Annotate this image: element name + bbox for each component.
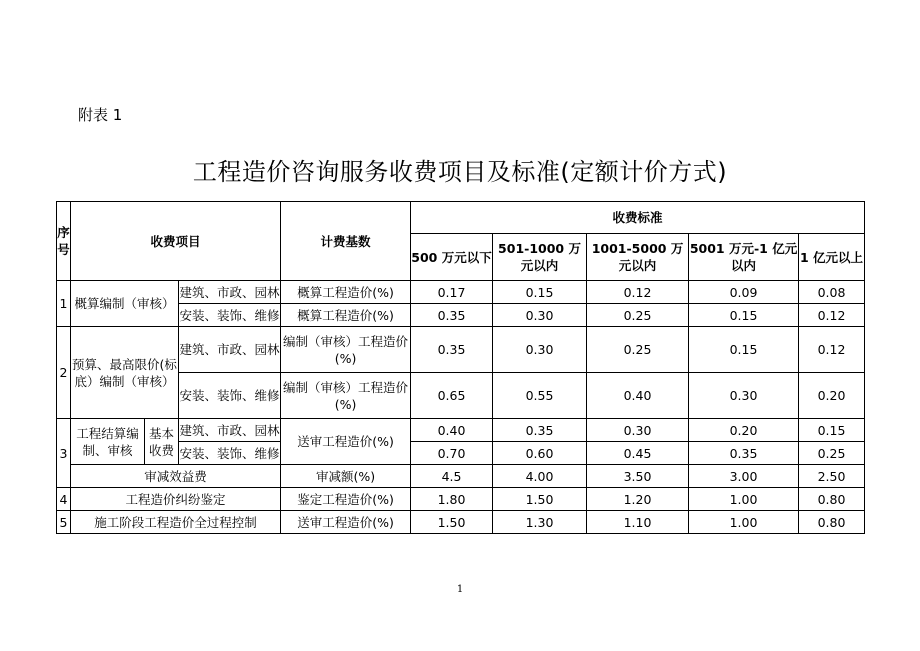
- rate-cell: 0.40: [587, 373, 689, 419]
- rate-cell: 0.25: [587, 327, 689, 373]
- rate-cell: 0.12: [799, 304, 865, 327]
- row-basis: 编制（审核）工程造价(%): [281, 327, 411, 373]
- rate-cell: 0.30: [493, 304, 587, 327]
- header-standard: 收费标准: [411, 202, 865, 234]
- rate-cell: 3.50: [587, 465, 689, 488]
- rate-cell: 1.00: [689, 511, 799, 534]
- row-no: 1: [57, 281, 71, 327]
- row-item: 概算编制（审核）: [71, 281, 179, 327]
- table-row: [57, 488, 865, 511]
- header-tier: 1 亿元以上: [799, 234, 865, 281]
- header-tier: 500 万元以下: [411, 234, 493, 281]
- rate-cell: 0.17: [411, 281, 493, 304]
- header-tier: 1001-5000 万元以内: [587, 234, 689, 281]
- row-no: 2: [57, 327, 71, 419]
- rate-cell: 1.50: [411, 511, 493, 534]
- header-basis: 计费基数: [281, 202, 411, 281]
- rate-cell: 0.35: [411, 304, 493, 327]
- document-title: 工程造价咨询服务收费项目及标准(定额计价方式): [192, 158, 728, 186]
- row-item: 审减效益费: [71, 465, 281, 488]
- rate-cell: 0.35: [689, 442, 799, 465]
- rate-cell: 0.20: [799, 373, 865, 419]
- rate-cell: 0.70: [411, 442, 493, 465]
- table-row: [57, 373, 865, 419]
- row-no: 3: [57, 419, 71, 488]
- header-no: 序号: [57, 202, 71, 281]
- rate-cell: 0.45: [587, 442, 689, 465]
- rate-cell: 0.30: [689, 373, 799, 419]
- row-basis: 送审工程造价(%): [281, 511, 411, 534]
- header-tier: 5001 万元-1 亿元以内: [689, 234, 799, 281]
- row-item: 工程造价纠纷鉴定: [71, 488, 281, 511]
- table-row: [57, 327, 865, 373]
- rate-cell: 0.25: [587, 304, 689, 327]
- rate-cell: 0.35: [493, 419, 587, 442]
- rate-cell: 0.25: [799, 442, 865, 465]
- rate-cell: 0.30: [587, 419, 689, 442]
- rate-cell: 4.00: [493, 465, 587, 488]
- rate-cell: 0.30: [493, 327, 587, 373]
- rate-cell: 1.00: [689, 488, 799, 511]
- row-subcategory: 建筑、市政、园林: [179, 419, 281, 442]
- row-subcategory: 建筑、市政、园林: [179, 327, 281, 373]
- rate-cell: 0.15: [493, 281, 587, 304]
- row-basis: 概算工程造价(%): [281, 304, 411, 327]
- rate-cell: 0.15: [689, 304, 799, 327]
- rate-cell: 0.12: [799, 327, 865, 373]
- row-basis: 编制（审核）工程造价(%): [281, 373, 411, 419]
- rate-cell: 0.80: [799, 488, 865, 511]
- row-basis: 审减额(%): [281, 465, 411, 488]
- rate-cell: 0.15: [799, 419, 865, 442]
- header-item: 收费项目: [71, 202, 281, 281]
- table-row: [57, 465, 865, 488]
- row-subcategory: 建筑、市政、园林: [179, 281, 281, 304]
- row-subcategory: 安装、装饰、维修: [179, 373, 281, 419]
- rate-cell: 0.15: [689, 327, 799, 373]
- rate-cell: 0.20: [689, 419, 799, 442]
- rate-cell: 1.30: [493, 511, 587, 534]
- row-no: 4: [57, 488, 71, 511]
- rate-cell: 0.09: [689, 281, 799, 304]
- row-item: 工程结算编制、审核: [71, 419, 145, 465]
- rate-cell: 0.12: [587, 281, 689, 304]
- row-subcategory: 安装、装饰、维修: [179, 304, 281, 327]
- page-number: 1: [456, 584, 464, 595]
- header-tier: 501-1000 万元以内: [493, 234, 587, 281]
- row-no: 5: [57, 511, 71, 534]
- row-fee-type: 基本收费: [145, 419, 179, 465]
- rate-cell: 0.55: [493, 373, 587, 419]
- rate-cell: 0.65: [411, 373, 493, 419]
- row-basis: 概算工程造价(%): [281, 281, 411, 304]
- rate-cell: 0.80: [799, 511, 865, 534]
- table-row: [57, 419, 865, 442]
- rate-cell: 0.40: [411, 419, 493, 442]
- row-item: 预算、最高限价(标底）编制（审核）: [71, 327, 179, 419]
- row-basis: 送审工程造价(%): [281, 419, 411, 465]
- rate-cell: 4.5: [411, 465, 493, 488]
- row-item: 施工阶段工程造价全过程控制: [71, 511, 281, 534]
- header-row: [57, 202, 865, 234]
- table-row: [57, 281, 865, 304]
- rate-cell: 1.50: [493, 488, 587, 511]
- rate-cell: 1.10: [587, 511, 689, 534]
- fee-table: [56, 201, 865, 534]
- table-row: [57, 304, 865, 327]
- appendix-label: 附表 1: [78, 106, 123, 124]
- row-subcategory: 安装、装饰、维修: [179, 442, 281, 465]
- row-basis: 鉴定工程造价(%): [281, 488, 411, 511]
- rate-cell: 2.50: [799, 465, 865, 488]
- rate-cell: 1.20: [587, 488, 689, 511]
- table-row: [57, 511, 865, 534]
- rate-cell: 0.60: [493, 442, 587, 465]
- table-row: [57, 442, 865, 465]
- rate-cell: 1.80: [411, 488, 493, 511]
- rate-cell: 0.08: [799, 281, 865, 304]
- rate-cell: 3.00: [689, 465, 799, 488]
- rate-cell: 0.35: [411, 327, 493, 373]
